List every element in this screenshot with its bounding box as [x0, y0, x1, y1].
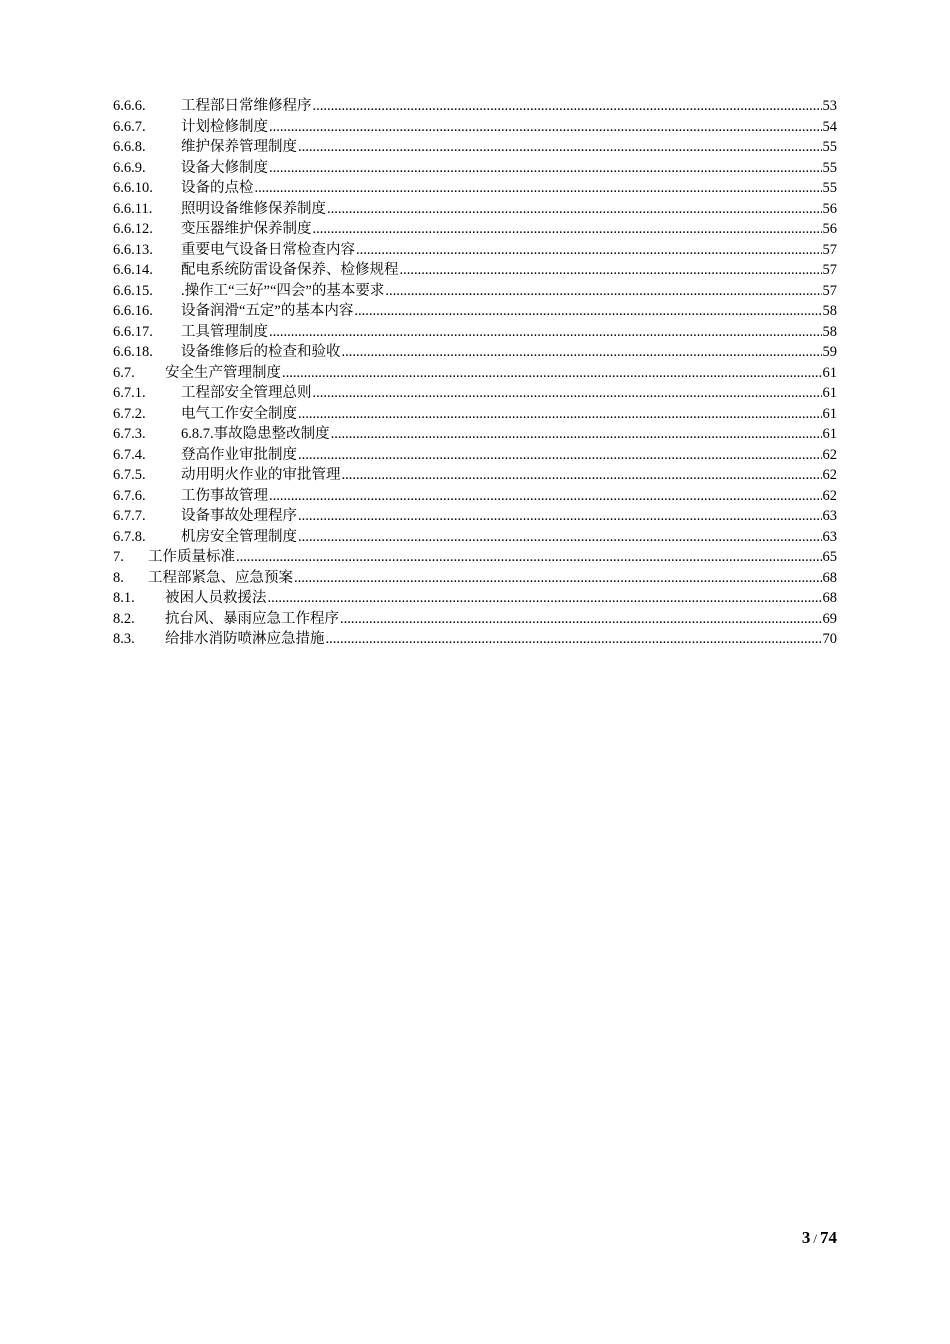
toc-entry-number: 6.7.2.	[113, 405, 146, 422]
toc-entry-number: 6.6.13.	[113, 241, 153, 258]
toc-leader-dots	[294, 568, 822, 589]
toc-leader-dots	[313, 219, 822, 240]
toc-entry[interactable]	[113, 383, 837, 404]
toc-entry-page: 57	[822, 282, 837, 299]
toc-entry[interactable]	[113, 568, 837, 589]
page-separator: /	[813, 1231, 817, 1246]
toc-leader-dots	[269, 486, 822, 507]
total-pages: 74	[820, 1228, 837, 1247]
toc-entry[interactable]	[113, 219, 837, 240]
toc-entry-title: 维护保养管理制度	[181, 139, 297, 155]
toc-entry-page: 61	[822, 364, 837, 381]
toc-entry-page: 63	[822, 508, 837, 524]
toc-leader-dots	[236, 547, 822, 568]
toc-entry[interactable]	[113, 363, 837, 384]
toc-entry-title: 设备维修后的检查和验收	[181, 344, 341, 360]
toc-entry-title: 安全生产管理制度	[165, 364, 281, 381]
toc-entry-title: 设备大修制度	[181, 159, 268, 176]
toc-entry-number: 8.3.	[113, 631, 135, 647]
toc-entry-title: 机房安全管理制度	[181, 528, 297, 545]
toc-entry-number: 6.6.14.	[113, 262, 153, 278]
toc-entry-title: 工作质量标准	[148, 549, 235, 565]
toc-leader-dots	[298, 445, 822, 466]
toc-entry-number: 6.6.8.	[113, 139, 146, 155]
toc-entry-number: 6.7.6.	[113, 487, 146, 504]
toc-entry-number: 6.6.12.	[113, 221, 153, 237]
toc-entry[interactable]	[113, 281, 837, 302]
toc-entry-page: 55	[822, 180, 837, 196]
toc-entry[interactable]	[113, 322, 837, 343]
toc-entry-number: 6.6.17.	[113, 323, 153, 340]
toc-entry-title: 计划检修制度	[181, 118, 268, 135]
toc-entry-title: 动用明火作业的审批管理	[181, 467, 341, 483]
toc-entry-page: 61	[822, 385, 837, 401]
toc-entry-page: 53	[822, 98, 837, 114]
toc-entry-number: 6.7.3.	[113, 426, 146, 442]
toc-leader-dots	[298, 404, 822, 425]
toc-entry[interactable]	[113, 588, 837, 609]
toc-entry[interactable]	[113, 547, 837, 568]
toc-entry[interactable]	[113, 137, 837, 158]
toc-entry-title: 变压器维护保养制度	[181, 221, 312, 237]
toc-entry-page: 70	[822, 631, 837, 647]
toc-entry-number: 6.7.7.	[113, 508, 146, 524]
toc-entry[interactable]	[113, 158, 837, 179]
toc-leader-dots	[269, 158, 822, 179]
toc-entry-title: 设备事故处理程序	[181, 508, 297, 524]
toc-leader-dots	[342, 465, 822, 486]
toc-entry-title: 抗台风、暴雨应急工作程序	[165, 610, 339, 627]
toc-leader-dots	[342, 342, 822, 363]
toc-entry-page: 55	[822, 139, 837, 155]
toc-entry-page: 57	[822, 262, 837, 278]
toc-entry[interactable]	[113, 445, 837, 466]
toc-entry-page: 61	[822, 426, 837, 442]
toc-entry[interactable]	[113, 527, 837, 548]
toc-entry-number: 6.6.11.	[113, 200, 153, 217]
toc-leader-dots	[269, 322, 822, 343]
toc-entry-number: 6.7.5.	[113, 467, 146, 483]
toc-entry-page: 57	[822, 241, 837, 258]
toc-entry-number: 6.7.8.	[113, 528, 146, 545]
toc-leader-dots	[268, 588, 822, 609]
toc-entry[interactable]	[113, 424, 837, 445]
toc-entry-page: 65	[822, 549, 837, 565]
toc-entry-title: 重要电气设备日常检查内容	[181, 241, 355, 258]
toc-entry-number: 6.6.7.	[113, 118, 146, 135]
toc-entry[interactable]	[113, 465, 837, 486]
toc-entry-page: 59	[822, 344, 837, 360]
toc-entry-number: 6.6.10.	[113, 180, 153, 196]
toc-entry-title: 6.8.7.事故隐患整改制度	[181, 426, 330, 442]
toc-leader-dots	[298, 137, 822, 158]
toc-entry-title: 配电系统防雷设备保养、检修规程	[181, 262, 399, 278]
toc-entry-page: 56	[822, 221, 837, 237]
toc-leader-dots	[282, 363, 822, 384]
toc-entry-page: 58	[822, 303, 837, 319]
toc-entry-page: 62	[822, 446, 837, 463]
toc-leader-dots	[400, 260, 822, 281]
toc-leader-dots	[313, 383, 822, 404]
toc-entry-page: 58	[822, 323, 837, 340]
toc-leader-dots	[255, 178, 822, 199]
toc-entry-page: 54	[822, 118, 837, 135]
toc-entry-title: 设备润滑“五定”的基本内容	[181, 303, 354, 319]
toc-entry-page: 62	[822, 487, 837, 504]
toc-leader-dots	[340, 609, 822, 630]
toc-entry-title: 工伤事故管理	[181, 487, 268, 504]
toc-entry-page: 63	[822, 528, 837, 545]
toc-entry[interactable]	[113, 260, 837, 281]
toc-entry-number: 6.7.	[113, 364, 135, 381]
toc-entry-number: 6.6.15.	[113, 282, 153, 299]
toc-entry-title: 电气工作安全制度	[181, 405, 297, 422]
toc-entry-number: 7.	[113, 549, 124, 565]
toc-entry[interactable]	[113, 609, 837, 630]
toc-entry-number: 6.7.1.	[113, 385, 146, 401]
toc-entry-title: 给排水消防喷淋应急措施	[165, 631, 325, 647]
toc-entry-page: 68	[822, 590, 837, 606]
toc-entry-title: 工程部紧急、应急预案	[148, 569, 293, 586]
toc-entry-number: 6.6.18.	[113, 344, 153, 360]
toc-entry-title: .操作工“三好”“四会”的基本要求	[181, 282, 385, 299]
toc-entry-page: 61	[822, 405, 837, 422]
toc-entry-title: 工具管理制度	[181, 323, 268, 340]
toc-entry[interactable]	[113, 506, 837, 527]
toc-entry-title: 被困人员救援法	[165, 590, 267, 606]
toc-leader-dots	[326, 629, 822, 650]
toc-entry-page: 62	[822, 467, 837, 483]
toc-entry-number: 6.6.9.	[113, 159, 146, 176]
page-footer	[802, 1228, 837, 1248]
toc-entry[interactable]	[113, 96, 837, 117]
toc-leader-dots	[313, 96, 822, 117]
toc-leader-dots	[298, 506, 822, 527]
toc-entry[interactable]	[113, 199, 837, 220]
toc-leader-dots	[327, 199, 822, 220]
toc-rows	[113, 96, 837, 650]
toc-entry[interactable]	[113, 240, 837, 261]
toc-entry-page: 69	[822, 610, 837, 627]
toc-entry[interactable]	[113, 404, 837, 425]
toc-entry-title: 设备的点检	[181, 180, 254, 196]
table-of-contents	[113, 96, 837, 650]
toc-entry-page: 68	[822, 569, 837, 586]
toc-leader-dots	[331, 424, 822, 445]
toc-entry[interactable]	[113, 342, 837, 363]
toc-entry[interactable]	[113, 301, 837, 322]
toc-entry-title: 照明设备维修保养制度	[181, 200, 326, 217]
toc-entry-title: 登高作业审批制度	[181, 446, 297, 463]
toc-leader-dots	[269, 117, 822, 138]
toc-entry[interactable]	[113, 178, 837, 199]
toc-entry-title: 工程部安全管理总则	[181, 385, 312, 401]
toc-entry[interactable]	[113, 486, 837, 507]
toc-entry-page: 56	[822, 200, 837, 217]
toc-leader-dots	[298, 527, 822, 548]
toc-entry-number: 8.	[113, 569, 124, 586]
toc-entry-number: 6.6.6.	[113, 98, 146, 114]
toc-entry[interactable]	[113, 629, 837, 650]
toc-entry-number: 6.7.4.	[113, 446, 146, 463]
toc-entry-number: 8.2.	[113, 610, 135, 627]
current-page-number: 3	[801, 1228, 811, 1247]
toc-leader-dots	[354, 301, 821, 322]
toc-leader-dots	[385, 281, 821, 302]
toc-entry-page: 55	[822, 159, 837, 176]
toc-entry[interactable]	[113, 117, 837, 138]
toc-entry-number: 6.6.16.	[113, 303, 153, 319]
toc-leader-dots	[356, 240, 822, 261]
toc-entry-title: 工程部日常维修程序	[181, 98, 312, 114]
toc-entry-number: 8.1.	[113, 590, 135, 606]
